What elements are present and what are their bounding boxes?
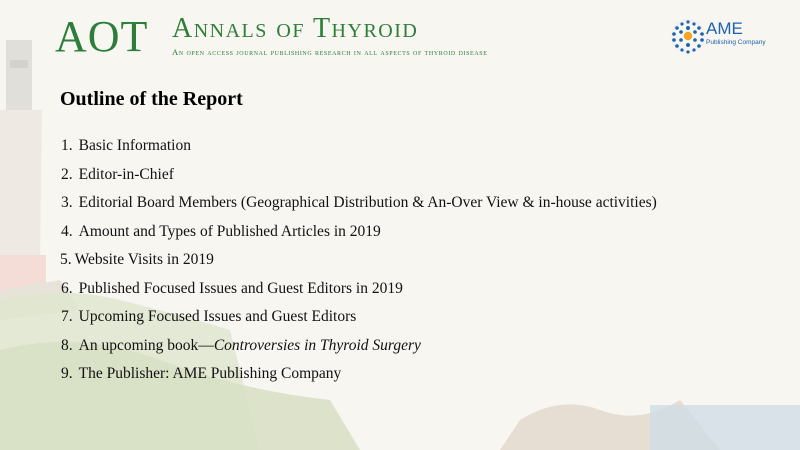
- item-text: Basic Information: [78, 137, 191, 154]
- item-number: 9.: [61, 365, 73, 382]
- item-number: 5.: [60, 251, 72, 268]
- item-number: 6.: [61, 279, 73, 297]
- outline-list: [60, 132, 657, 389]
- journal-name: Annals of Thyroid: [172, 13, 419, 44]
- list-item: [60, 332, 657, 361]
- publisher-logo-text: AME: [706, 19, 743, 38]
- list-item: [60, 246, 657, 275]
- book-title: Controversies in Thyroid Surgery: [213, 336, 421, 354]
- journal-logo-abbrev: AOT: [55, 12, 149, 61]
- journal-tagline: An open access journal publishing research in all aspects of thyroid disease: [172, 47, 488, 57]
- page-title: Outline of the Report: [60, 88, 243, 110]
- item-number: 2.: [61, 165, 73, 183]
- slide-header: [0, 0, 800, 75]
- list-item: [60, 132, 657, 161]
- item-number: 8.: [61, 336, 73, 354]
- list-item: [60, 303, 657, 332]
- item-text: Editorial Board Members (Geographical Distribution & An-Over View & in-house activities): [78, 194, 657, 211]
- list-item: [60, 189, 657, 218]
- list-item: [60, 218, 657, 247]
- item-text: Website Visits in 2019: [74, 251, 214, 268]
- item-text: Amount and Types of Published Articles in 2019: [78, 222, 381, 240]
- list-item: [60, 161, 657, 190]
- item-number: 7.: [61, 308, 73, 325]
- item-number: 3.: [61, 194, 73, 211]
- item-text: An upcoming book—: [78, 336, 214, 354]
- item-text: Upcoming Focused Issues and Guest Editors: [78, 308, 357, 325]
- item-number: 1.: [61, 137, 73, 154]
- item-text: Published Focused Issues and Guest Editors in 2019: [78, 279, 403, 297]
- item-text: Editor-in-Chief: [78, 165, 174, 183]
- item-text: The Publisher: AME Publishing Company: [78, 365, 342, 382]
- list-item: [60, 275, 657, 304]
- publisher-logo-subtext: Publishing Company: [706, 39, 766, 46]
- list-item: [60, 360, 657, 389]
- item-number: 4.: [61, 222, 73, 240]
